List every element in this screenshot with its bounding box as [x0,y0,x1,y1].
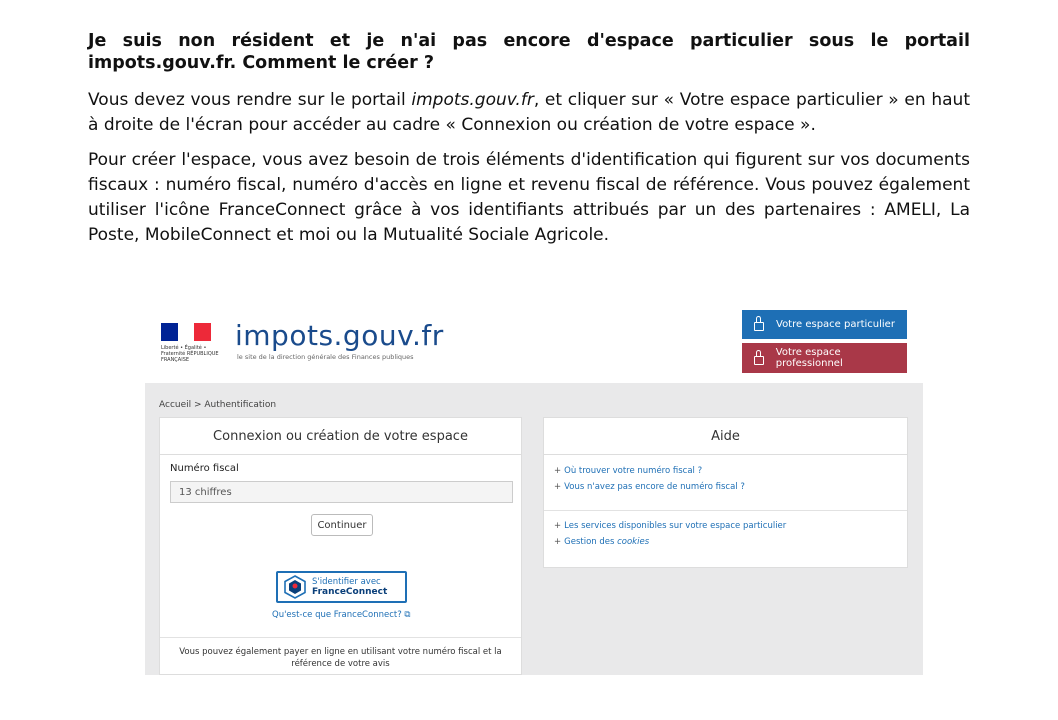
portal-screenshot [145,305,923,675]
help-link-cookies[interactable] [554,534,786,550]
question-heading: Je suis non résident et je n'ai pas encore d'espace particulier sous le portail impots.gouv.fr. Comment le créer ? [88,31,970,73]
republic-text: Liberté • Égalité • Fraternité RÉPUBLIQUE FRANÇAISE [161,345,219,363]
document [88,30,970,258]
franceconnect-button[interactable] [276,571,407,603]
plus-icon: + [554,537,562,547]
help-list-services [554,518,786,550]
help-link-text: Vous n'avez pas encore de numéro fiscal ? [564,482,745,492]
plus-icon: + [554,482,562,492]
para1-start: Vous devez vous rendre sur le portail [88,90,412,110]
paragraph-instructions [88,88,970,138]
numero-fiscal-input[interactable]: 13 chiffres [170,481,513,503]
divider [544,510,907,511]
payment-info-text: Vous pouvez également payer en ligne en utilisant votre numéro fiscal et la référence de votre avis [179,647,502,669]
espace-professionnel-button[interactable] [742,343,907,373]
para1-site: impots.gouv.fr [411,90,534,110]
breadcrumb[interactable]: Accueil > Authentification [159,400,277,410]
portal-header [145,305,923,380]
brand-rest: .gouv.fr [333,319,444,352]
brand-tagline: le site de la direction générale des Finances publiques [237,353,414,361]
help-link-text: Gestion des [564,537,618,547]
numero-fiscal-label: Numéro fiscal [170,463,239,474]
marianne-logo-icon [161,323,219,363]
plus-icon: + [554,466,562,476]
french-flag-icon [161,323,211,341]
help-card-title: Aide [544,418,907,455]
login-card-title: Connexion ou création de votre espace [160,418,521,455]
franceconnect-info-link[interactable]: Qu'est-ce que FranceConnect? ⧉ [272,610,411,620]
help-list-fiscal [554,463,745,495]
paragraph-identifiers: Pour créer l'espace, vous avez besoin de trois éléments d'identification qui figurent sur vos documents fiscaux : numéro fiscal, numéro d'accès en ligne et revenu fiscal de référence. Vous pouvez également utiliser l'icône FranceConnect grâce à vos identifiants attribués par un des partenaires : AMELI, La Poste, MobileConnect et moi ou la Mutualité Sociale Agricole. [88,150,970,245]
help-link-cookies-em: cookies [617,537,650,547]
fc-line2: FranceConnect [312,587,388,597]
help-link-find-number[interactable] [554,463,745,479]
login-card [159,417,522,675]
help-link-text: Où trouver votre numéro fiscal ? [564,466,703,476]
para1-end: , et cliquer sur « Votre espace particulier » en haut à droite de l'écran pour accéder au cadre « Connexion ou création de votre espace ». [88,90,970,135]
plus-icon: + [554,521,562,531]
espace-particulier-label: Votre espace particulier [776,319,895,330]
help-link-services[interactable] [554,518,786,534]
divider [160,637,521,638]
portal-content [145,383,923,675]
lock-icon [754,356,764,365]
franceconnect-text [312,577,387,597]
espace-professionnel-label: Votre espace professionnel [775,347,843,369]
espace-particulier-button[interactable] [742,310,907,339]
help-card [543,417,908,568]
brand-main: impots [235,319,334,352]
franceconnect-icon [284,575,306,599]
continue-button[interactable]: Continuer [311,514,373,536]
fc-line1: S'identifier avec [312,577,381,587]
brand-logo[interactable] [235,319,444,352]
help-link-no-number[interactable] [554,479,745,495]
help-link-text: Les services disponibles sur votre espace particulier [564,521,787,531]
lock-icon [754,322,764,331]
